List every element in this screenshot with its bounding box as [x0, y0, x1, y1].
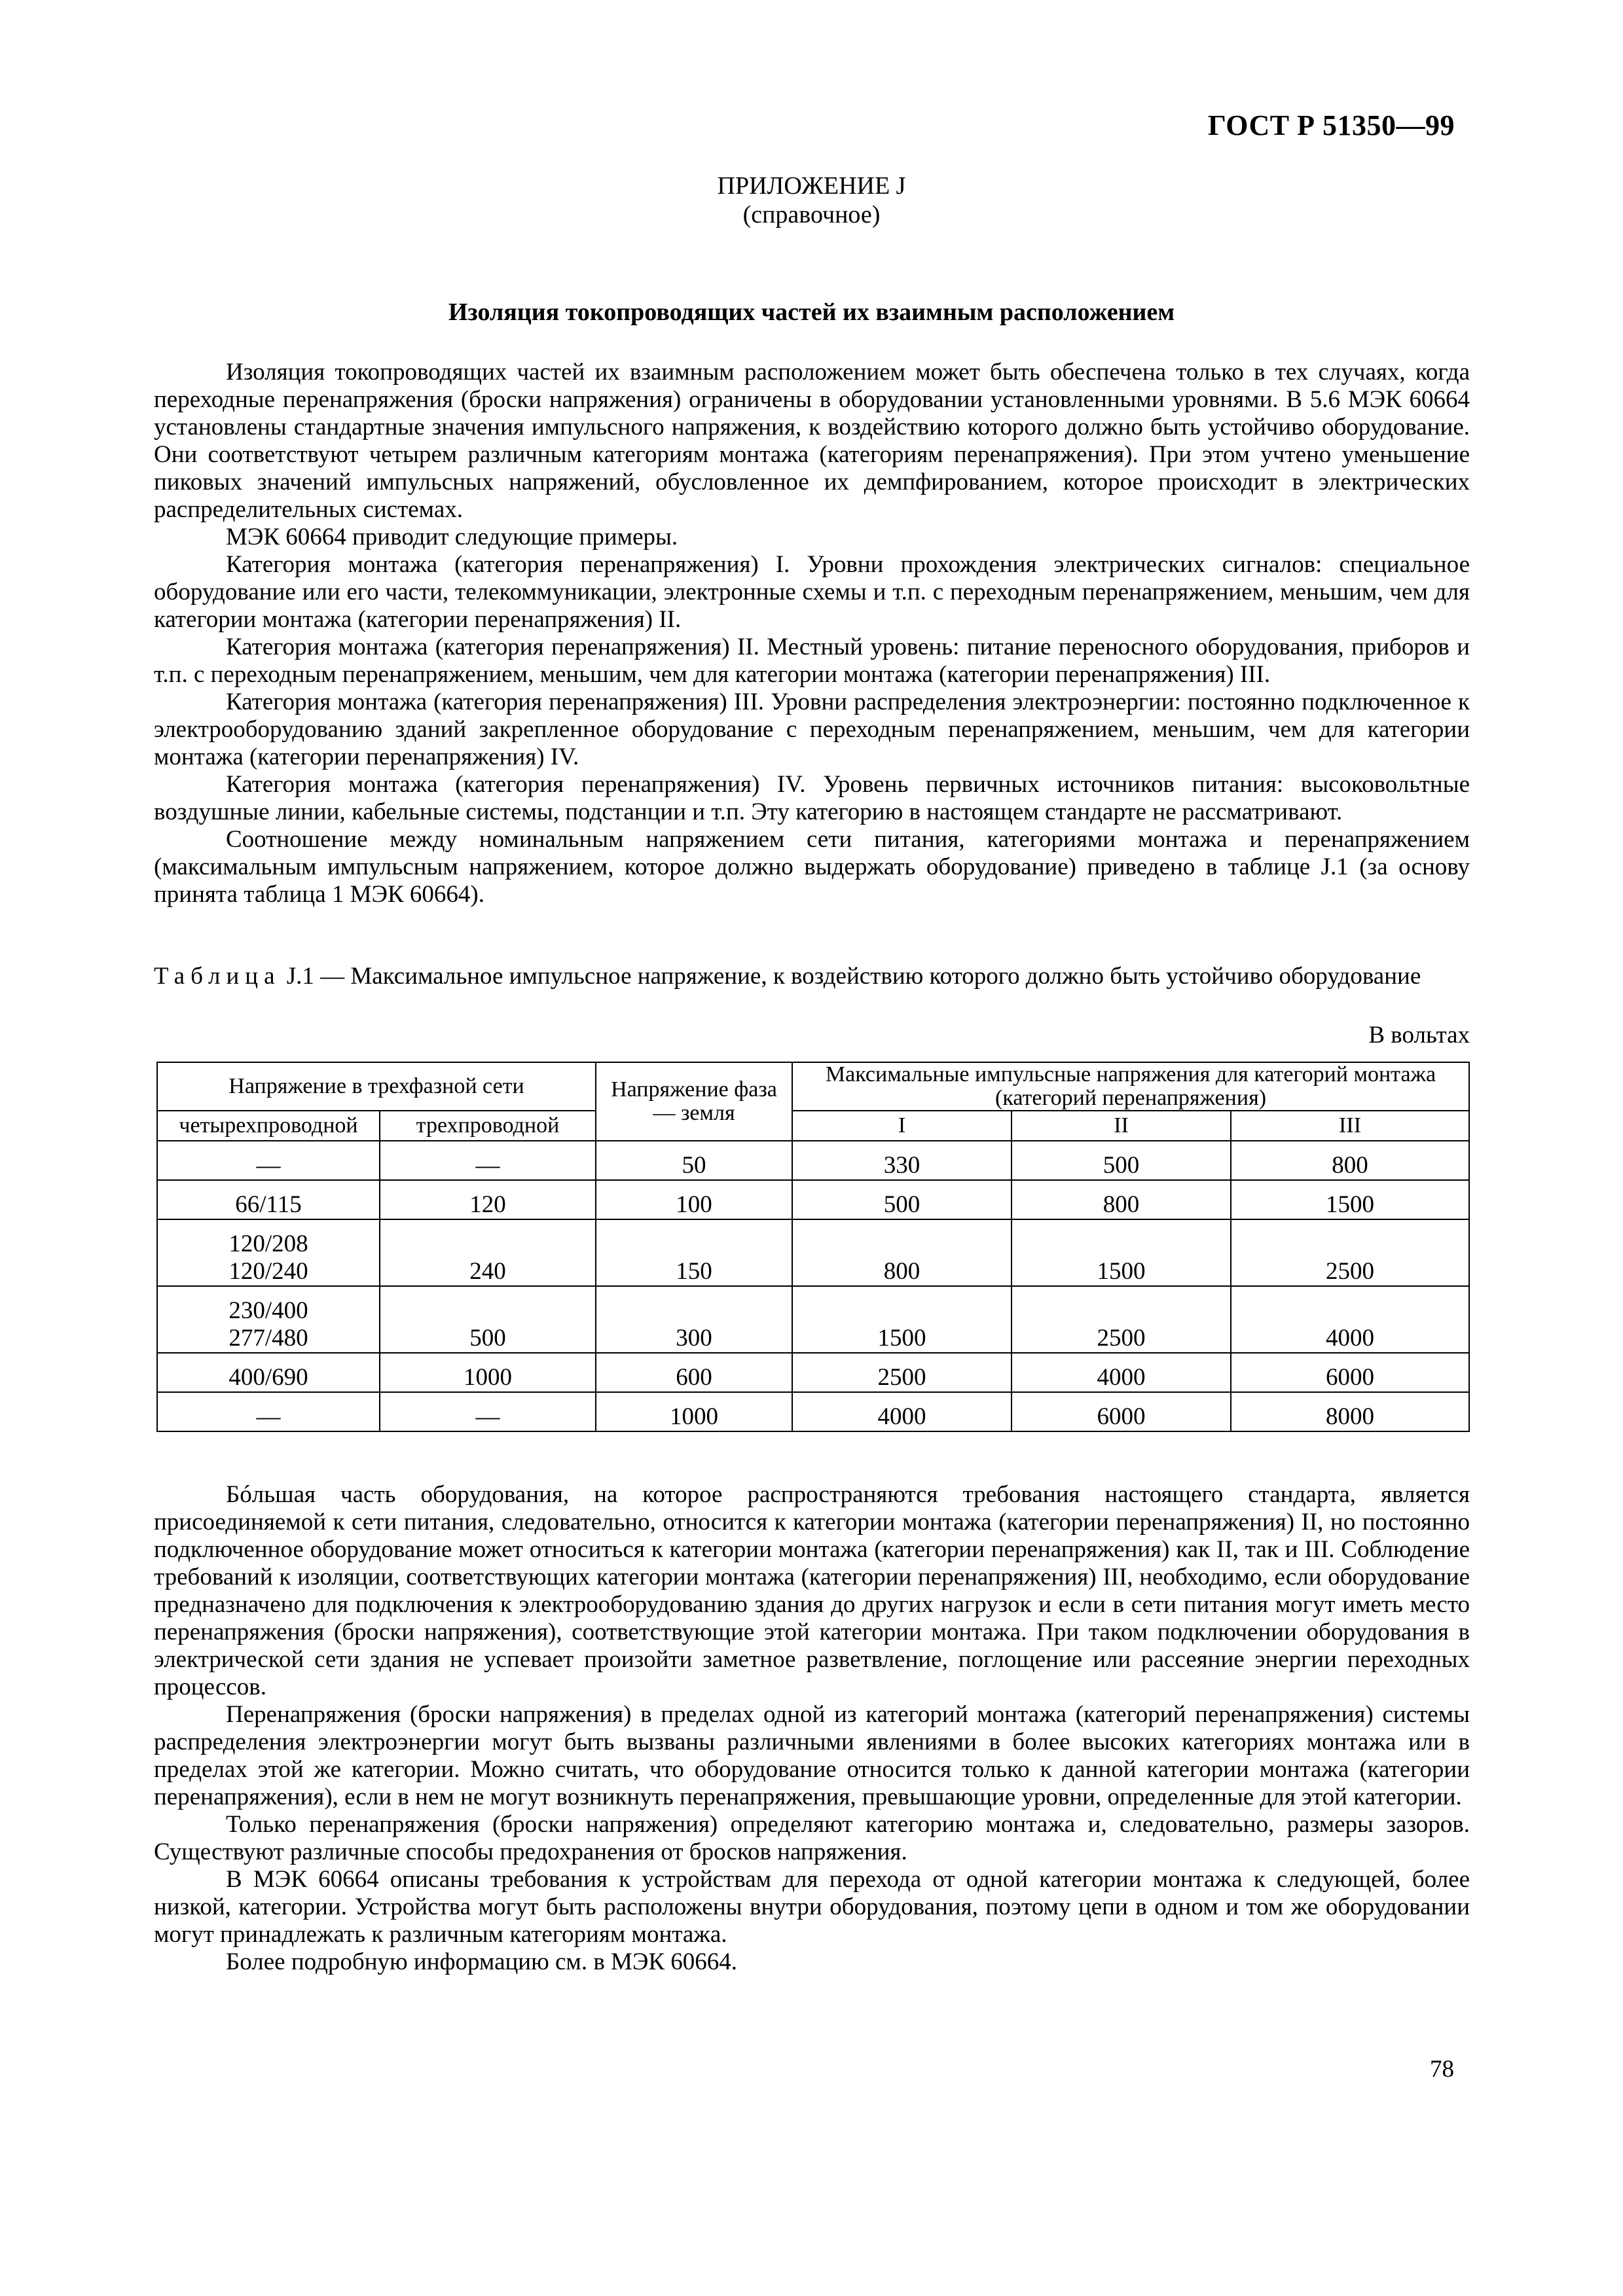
cell-category-1: 330: [792, 1141, 1012, 1180]
cell-phase-earth: 150: [596, 1219, 792, 1286]
table-caption-label: Таблица: [154, 963, 281, 990]
annex-title: ПРИЛОЖЕНИЕ J: [717, 172, 906, 200]
cell-category-1: 500: [792, 1180, 1012, 1219]
annex-subtitle: (справочное): [742, 201, 881, 228]
cell-category-2: 1500: [1012, 1219, 1231, 1286]
cell-three-wire: 500: [380, 1286, 596, 1353]
cell-four-wire: —: [157, 1392, 380, 1431]
cell-category-3: 8000: [1231, 1392, 1469, 1431]
cell-category-2: 800: [1012, 1180, 1231, 1219]
cell-category-2: 500: [1012, 1141, 1231, 1180]
table-units: В вольтах: [1368, 1022, 1470, 1049]
cell-category-1: 2500: [792, 1353, 1012, 1392]
cell-category-1: 800: [792, 1219, 1012, 1286]
table-row: [157, 1392, 1469, 1431]
cell-three-wire: 1000: [380, 1353, 596, 1392]
cell-phase-earth: 50: [596, 1141, 792, 1180]
header-three-wire: трехпроводной: [380, 1111, 596, 1141]
header-four-wire: четырехпроводной: [157, 1111, 380, 1141]
cell-phase-earth: 1000: [596, 1392, 792, 1431]
header-category-2: II: [1012, 1111, 1231, 1141]
paragraph: Категория монтажа (категория перенапряжения) IV. Уровень первичных источников питания: высоковольтные воздушные линии, кабельные системы, подстанции и т.п. Эту категорию в настоящем стандарте не рассматривают.: [154, 771, 1470, 825]
table-row: [157, 1219, 1469, 1286]
paragraph: Перенапряжения (броски напряжения) в пределах одной из категорий монтажа (категорий перенапряжения) системы распределения электроэнергии могут быть вызваны различными явлениями в более высоких категориях монтажа или в пределах этой же категории. Можно считать, что оборудование относится только к данной категории монтажа (категории перенапряжения), если в нем не могут возникнуть перенапряжения, превышающие уровни, определенные для этой категории.: [154, 1701, 1470, 1810]
cell-category-3: 4000: [1231, 1286, 1469, 1353]
cell-category-3: 6000: [1231, 1353, 1469, 1392]
paragraph: Более подробную информацию см. в МЭК 60664.: [226, 1948, 738, 1975]
paragraph: МЭК 60664 приводит следующие примеры.: [226, 524, 678, 550]
cell-three-wire: 240: [380, 1219, 596, 1286]
cell-four-wire: 66/115: [157, 1180, 380, 1219]
cell-four-wire: 230/400 277/480: [157, 1286, 380, 1353]
document-code: ГОСТ Р 51350—99: [1207, 109, 1455, 141]
voltage-table: [156, 1062, 1470, 1432]
cell-category-2: 2500: [1012, 1286, 1231, 1353]
paragraph: Категория монтажа (категория перенапряжения) II. Местный уровень: питание переносного оборудования, приборов и т.п. с переходным перенапряжением, меньшим, чем для категории монтажа (категории перенапряжения) III.: [154, 634, 1470, 688]
table-row: [157, 1141, 1469, 1180]
paragraph: Бóльшая часть оборудования, на которое распространяются требования настоящего стандарта, является присоединяемой к сети питания, следовательно, относится к категории монтажа (категории перенапряжения) II, но постоянно подключенное оборудование может относиться к категории монтажа (категории перенапряжения) как II, так и III. Соблюдение требований к изоляции, соответствующих категории монтажа (категории перенапряжения) III, необходимо, если оборудование предназначено для подключения к электрооборудованию здания до других нагрузок и если в сети питания могут иметь место перенапряжения (броски напряжения), соответствующие этой категории монтажа. При таком подключении оборудования в электрической сети здания не успевает произойти заметное разветвление, поглощение или рассеяние энергии переходных процессов.: [154, 1481, 1470, 1700]
cell-category-2: 4000: [1012, 1353, 1231, 1392]
intro-text: [154, 359, 1470, 908]
cell-category-3: 2500: [1231, 1219, 1469, 1286]
paragraph: Категория монтажа (категория перенапряжения) III. Уровни распределения электроэнергии: постоянно подключенное к электрооборудованию зданий закрепленное оборудование с переходным перенапряжением, меньшим, чем для категории монтажа (категории перенапряжения) IV.: [154, 689, 1470, 770]
cell-three-wire: 120: [380, 1180, 596, 1219]
header-phase-earth: Напряжение фаза — земля: [596, 1062, 792, 1141]
table-row: [157, 1353, 1469, 1392]
cell-four-wire: 400/690: [157, 1353, 380, 1392]
cell-phase-earth: 600: [596, 1353, 792, 1392]
paragraph: Изоляция токопроводящих частей их взаимным расположением может быть обеспечена только в тех случаях, когда переходные перенапряжения (броски напряжения) ограничены в оборудовании установленными уровнями. В 5.6 МЭК 60664 установлены стандартные значения импульсного напряжения, к воздействию которого должно быть устойчиво оборудование. Они соответствуют четырем различным категориям монтажа (категориям перенапряжения). При этом учтено уменьшение пиковых значений импульсных напряжений, обусловленное их демпфированием, которое происходит в электрических распределительных системах.: [154, 359, 1470, 523]
paragraph: Категория монтажа (категория перенапряжения) I. Уровни прохождения электрических сигналов: специальное оборудование или его части, телекоммуникации, электронные схемы и т.п. с переходным перенапряжением, меньшим, чем для категории монтажа (категории перенапряжения) II.: [154, 551, 1470, 633]
cell-category-3: 800: [1231, 1141, 1469, 1180]
table-caption: [154, 963, 1470, 990]
paragraph: Соотношение между номинальным напряжением сети питания, категориями монтажа и перенапряжением (максимальным импульсным напряжением, которое должно выдержать оборудование) приведено в таблице J.1 (за основу принята таблица 1 МЭК 60664).: [154, 826, 1470, 908]
cell-category-3: 1500: [1231, 1180, 1469, 1219]
cell-category-1: 1500: [792, 1286, 1012, 1353]
paragraph: В МЭК 60664 описаны требования к устройствам для перехода от одной категории монтажа к следующей, более низкой, категории. Устройства могут быть расположены внутри оборудования, поэтому цепи в одном и том же оборудовании могут принадлежать к различным категориям монтажа.: [154, 1866, 1470, 1948]
table-row: [157, 1180, 1469, 1219]
cell-phase-earth: 300: [596, 1286, 792, 1353]
page-number: 78: [1430, 2056, 1454, 2083]
cell-category-1: 4000: [792, 1392, 1012, 1431]
cell-three-wire: —: [380, 1141, 596, 1180]
cell-four-wire: 120/208 120/240: [157, 1219, 380, 1286]
cell-four-wire: —: [157, 1141, 380, 1180]
table-caption-text: J.1 — Максимальное импульсное напряжение, к воздействию которого должно быть устойчиво оборудование: [286, 963, 1421, 990]
cell-three-wire: —: [380, 1392, 596, 1431]
header-max-impulse: Максимальные импульсные напряжения для категорий монтажа (категорий перенапряжения): [792, 1062, 1469, 1111]
paragraph: Только перенапряжения (броски напряжения) определяют категорию монтажа и, следовательно, размеры зазоров. Существуют различные способы предохранения от бросков напряжения.: [154, 1811, 1470, 1865]
closing-text: [154, 1481, 1470, 1976]
section-title: Изоляция токопроводящих частей их взаимным расположением: [448, 298, 1175, 326]
header-category-3: III: [1231, 1111, 1469, 1141]
header-three-phase: Напряжение в трехфазной сети: [157, 1062, 596, 1111]
header-category-1: I: [792, 1111, 1012, 1141]
table-row: [157, 1286, 1469, 1353]
cell-category-2: 6000: [1012, 1392, 1231, 1431]
cell-phase-earth: 100: [596, 1180, 792, 1219]
